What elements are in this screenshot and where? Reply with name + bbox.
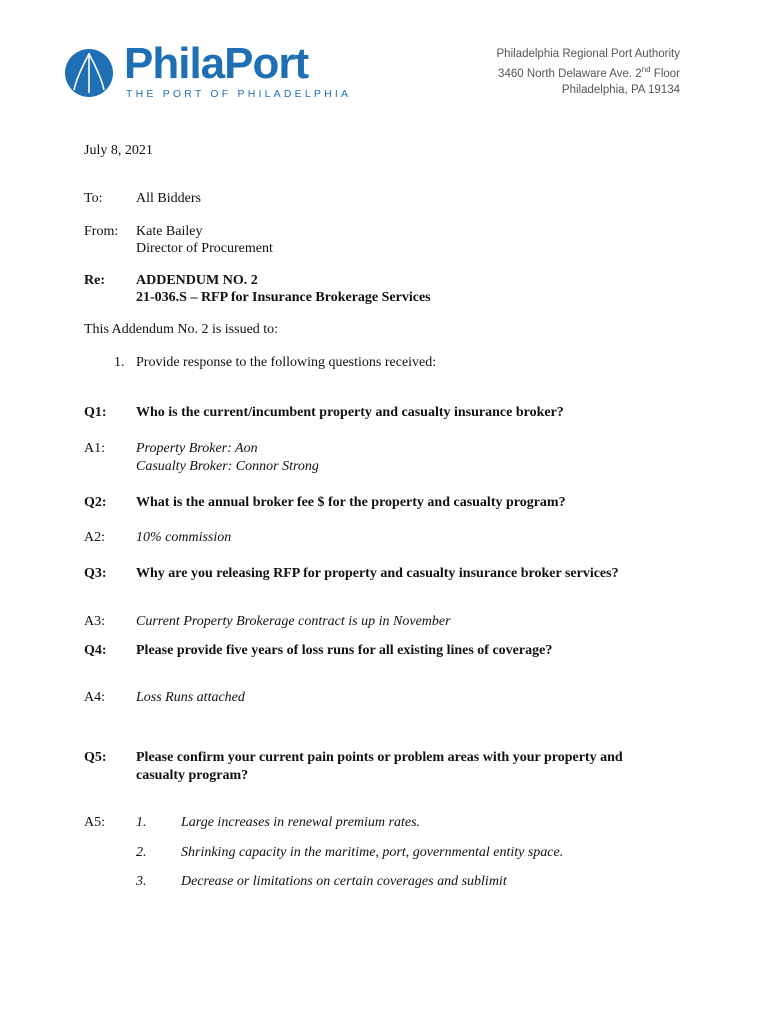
q2-text: What is the annual broker fee $ for the property and casualty program? <box>136 495 566 510</box>
from-title: Director of Procurement <box>136 241 273 256</box>
from-label: From: <box>84 224 119 239</box>
letterhead-address <box>497 46 680 98</box>
logo-wordmark: PhilaPort <box>124 39 309 88</box>
q3-text: Why are you releasing RFP for property and casualty insurance broker services? <box>136 566 619 581</box>
a1-line-1: Property Broker: Aon <box>136 441 258 456</box>
q5-line-2: casualty program? <box>136 768 249 783</box>
a5-label: A5: <box>84 815 105 830</box>
from-name: Kate Bailey <box>136 224 203 239</box>
intro-text: This Addendum No. 2 is issued to: <box>84 322 279 337</box>
address-line-1: 3460 North Delaware Ave. 2nd Floor <box>498 65 680 80</box>
q4-text: Please provide five years of loss runs for all existing lines of coverage? <box>136 643 553 658</box>
a5-item-number: 3. <box>136 874 147 889</box>
a5-item-text: Decrease or limitations on certain coverages and sublimit <box>181 874 507 889</box>
logo-tagline: THE PORT OF PHILADELPHIA <box>126 88 352 100</box>
intro-item-number: 1. <box>114 355 125 370</box>
to-label: To: <box>84 191 103 206</box>
a2-line-1: 10% commission <box>136 530 232 545</box>
q5-label: Q5: <box>84 750 107 765</box>
a4-line-1: Loss Runs attached <box>136 690 245 705</box>
address-line-2: Philadelphia, PA 19134 <box>561 83 680 96</box>
re-line-1: ADDENDUM NO. 2 <box>136 273 258 288</box>
a2-label: A2: <box>84 530 105 545</box>
memo-date: July 8, 2021 <box>84 143 153 158</box>
a5-item-text: Shrinking capacity in the maritime, port, governmental entity space. <box>181 845 564 860</box>
org-name: Philadelphia Regional Port Authority <box>496 48 680 60</box>
a5-item-number: 1. <box>136 815 147 830</box>
a1-line-2: Casualty Broker: Connor Strong <box>136 459 319 474</box>
a5-item-number: 2. <box>136 845 147 860</box>
q2-label: Q2: <box>84 495 107 510</box>
a4-label: A4: <box>84 690 105 705</box>
a1-label: A1: <box>84 441 105 456</box>
q1-label: Q1: <box>84 405 107 420</box>
ship-sail-logo-icon <box>64 48 114 98</box>
a3-line-1: Current Property Brokerage contract is up in November <box>136 614 451 629</box>
q1-text: Who is the current/incumbent property and casualty insurance broker? <box>136 405 564 420</box>
re-label: Re: <box>84 273 105 288</box>
q5-line-1: Please confirm your current pain points or problem areas with your property and <box>136 750 623 765</box>
to-value: All Bidders <box>136 191 201 206</box>
a3-label: A3: <box>84 614 105 629</box>
a5-item-text: Large increases in renewal premium rates. <box>181 815 421 830</box>
q4-label: Q4: <box>84 643 107 658</box>
re-line-2: 21-036.S – RFP for Insurance Brokerage Services <box>136 290 431 305</box>
intro-item-text: Provide response to the following questions received: <box>136 355 437 370</box>
q3-label: Q3: <box>84 566 107 581</box>
